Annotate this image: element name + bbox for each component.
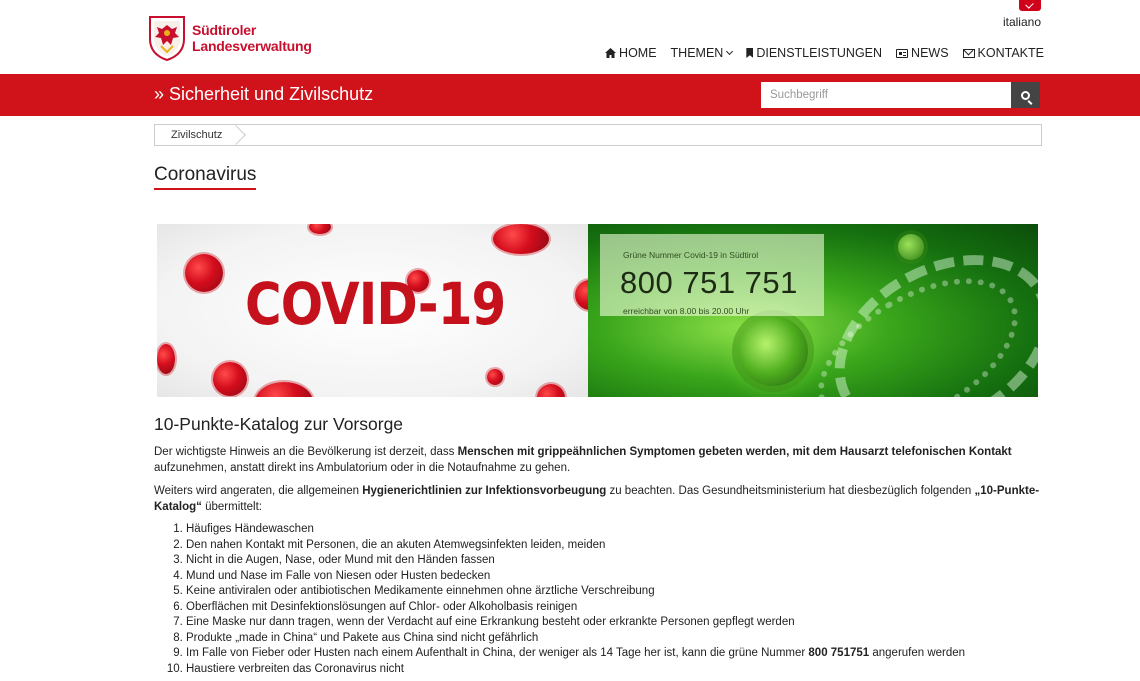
- point-9-number: 800 751751: [808, 647, 870, 659]
- green-virus-icon: [738, 316, 808, 386]
- nav-label-dienstleistungen: DIENSTLEISTUNGEN: [756, 46, 883, 60]
- list-item: 4. Mund und Nase im Falle von Niesen oder Husten bedecken: [186, 569, 1042, 585]
- virus-particle-icon: [309, 224, 331, 234]
- virus-particle-icon: [493, 224, 549, 254]
- banner-right-panel: [588, 224, 1038, 397]
- section-heading: 10-Punkte-Katalog zur Vorsorge: [154, 414, 404, 434]
- nav-item-news[interactable]: [896, 46, 949, 60]
- hygiene-text-a: Weiters wird angeraten, die allgemeinen: [154, 485, 363, 497]
- intro-paragraph: [154, 444, 1042, 476]
- virus-particle-icon: [157, 344, 175, 374]
- intro-text-a: Der wichtigste Hinweis an die Bevölkerung ist derzeit, dass: [154, 446, 458, 458]
- nav-item-home[interactable]: [605, 46, 657, 60]
- virus-particle-icon: [213, 362, 247, 396]
- search-input[interactable]: [761, 82, 1011, 108]
- chevron-down-icon: [726, 48, 733, 55]
- nav-label-themen: THEMEN: [670, 46, 724, 60]
- list-item: 10. Haustiere verbreiten das Coronavirus nicht: [186, 662, 1042, 678]
- ten-point-list: [186, 522, 1042, 677]
- list-item: 8. Produkte „made in China“ und Pakete aus China sind nicht gefährlich: [186, 631, 1042, 647]
- main-content: [154, 414, 1042, 677]
- virus-particle-icon: [537, 384, 565, 397]
- home-icon: [605, 48, 616, 58]
- list-item: 7. Eine Maske nur dann tragen, wenn der Verdacht auf eine Erkrankung besteht oder erkrankte Personen gepflegt werden: [186, 615, 1042, 631]
- phone-number: 800 751 751: [620, 265, 798, 300]
- list-item: 3. Nicht in die Augen, Nase, oder Mund mit den Händen fassen: [186, 553, 1042, 569]
- point-9-end: angerufen werden: [869, 647, 966, 659]
- bookmark-icon: [746, 48, 753, 58]
- search-button[interactable]: [1011, 82, 1040, 108]
- banner-left-panel: [157, 224, 588, 397]
- list-item: 6. Oberflächen mit Desinfektionslösungen auf Chlor- oder Alkoholbasis reinigen: [186, 600, 1042, 616]
- list-item: 5. Keine antiviralen oder antibiotischen Medikamente einnehmen ohne ärztliche Verschreibung: [186, 584, 1042, 600]
- phone-info-box: [600, 234, 824, 316]
- virus-particle-icon: [487, 369, 503, 385]
- breadcrumb: [154, 124, 1042, 146]
- coat-of-arms-icon: [148, 15, 186, 61]
- language-switch-link[interactable]: italiano: [1002, 15, 1041, 29]
- nav-item-kontakte[interactable]: [963, 46, 1044, 60]
- hygiene-text-c: zu beachten. Das Gesundheitsministerium hat diesbezüglich folgenden: [606, 485, 975, 497]
- site-header: [0, 0, 1140, 74]
- nav-item-themen[interactable]: [671, 46, 733, 60]
- envelope-icon: [963, 49, 975, 58]
- main-nav: [591, 46, 1044, 60]
- logo-line-2: Landesverwaltung: [192, 38, 312, 54]
- intro-text-bold: Menschen mit grippeähnlichen Symptomen gebeten werden, mit dem Hausarzt telefonischen Kontakt: [457, 446, 1012, 458]
- phone-hours: erreichbar von 8.00 bis 20.00 Uhr: [623, 306, 750, 316]
- virus-particle-icon: [255, 382, 313, 397]
- virus-particle-icon: [575, 280, 588, 310]
- point-9-text: Im Falle von Fieber oder Husten nach einem Aufenthalt in China, der weniger als 14 Tage her ist, kann die grüne Nummer: [186, 647, 809, 659]
- nav-label-kontakte: KONTAKTE: [977, 46, 1044, 60]
- list-item: [186, 646, 1042, 662]
- logo-line-1: Südtiroler: [192, 22, 257, 38]
- site-logo[interactable]: [148, 15, 312, 61]
- nav-item-dienstleistungen[interactable]: [746, 46, 882, 60]
- hygiene-text-catalog: „10-Punkte-Katalog“: [154, 485, 1040, 513]
- list-item: 1. Häufiges Händewaschen: [186, 522, 1042, 538]
- language-tab-icon[interactable]: [1019, 0, 1041, 11]
- covid-19-text: COVID-19: [245, 270, 506, 338]
- hygiene-text-bold: Hygienerichtlinien zur Infektionsvorbeugung: [362, 485, 607, 497]
- section-bar: [0, 74, 1140, 116]
- search-icon: [1021, 91, 1030, 100]
- list-item: 2. Den nahen Kontakt mit Personen, die an akuten Atemwegsinfekten leiden, meiden: [186, 538, 1042, 554]
- virus-particle-icon: [185, 254, 223, 292]
- newspaper-icon: [896, 49, 908, 58]
- phone-caption: Grüne Nummer Covid-19 in Südtirol: [623, 250, 759, 260]
- hygiene-text-e: übermittelt:: [201, 501, 262, 513]
- nav-label-home: HOME: [619, 46, 657, 60]
- intro-text-c: aufzunehmen, anstatt direkt ins Ambulatorium oder in die Notaufnahme zu gehen.: [154, 462, 571, 474]
- breadcrumb-item-zivilschutz[interactable]: Zivilschutz: [171, 129, 223, 141]
- covid-banner-image: [157, 224, 1038, 397]
- nav-label-news: NEWS: [911, 46, 949, 60]
- page-title: Coronavirus: [154, 164, 256, 190]
- hygiene-paragraph: [154, 483, 1042, 515]
- logo-text: [192, 22, 312, 54]
- section-title[interactable]: » Sicherheit und Zivilschutz: [154, 84, 374, 104]
- green-virus-icon: [898, 234, 924, 260]
